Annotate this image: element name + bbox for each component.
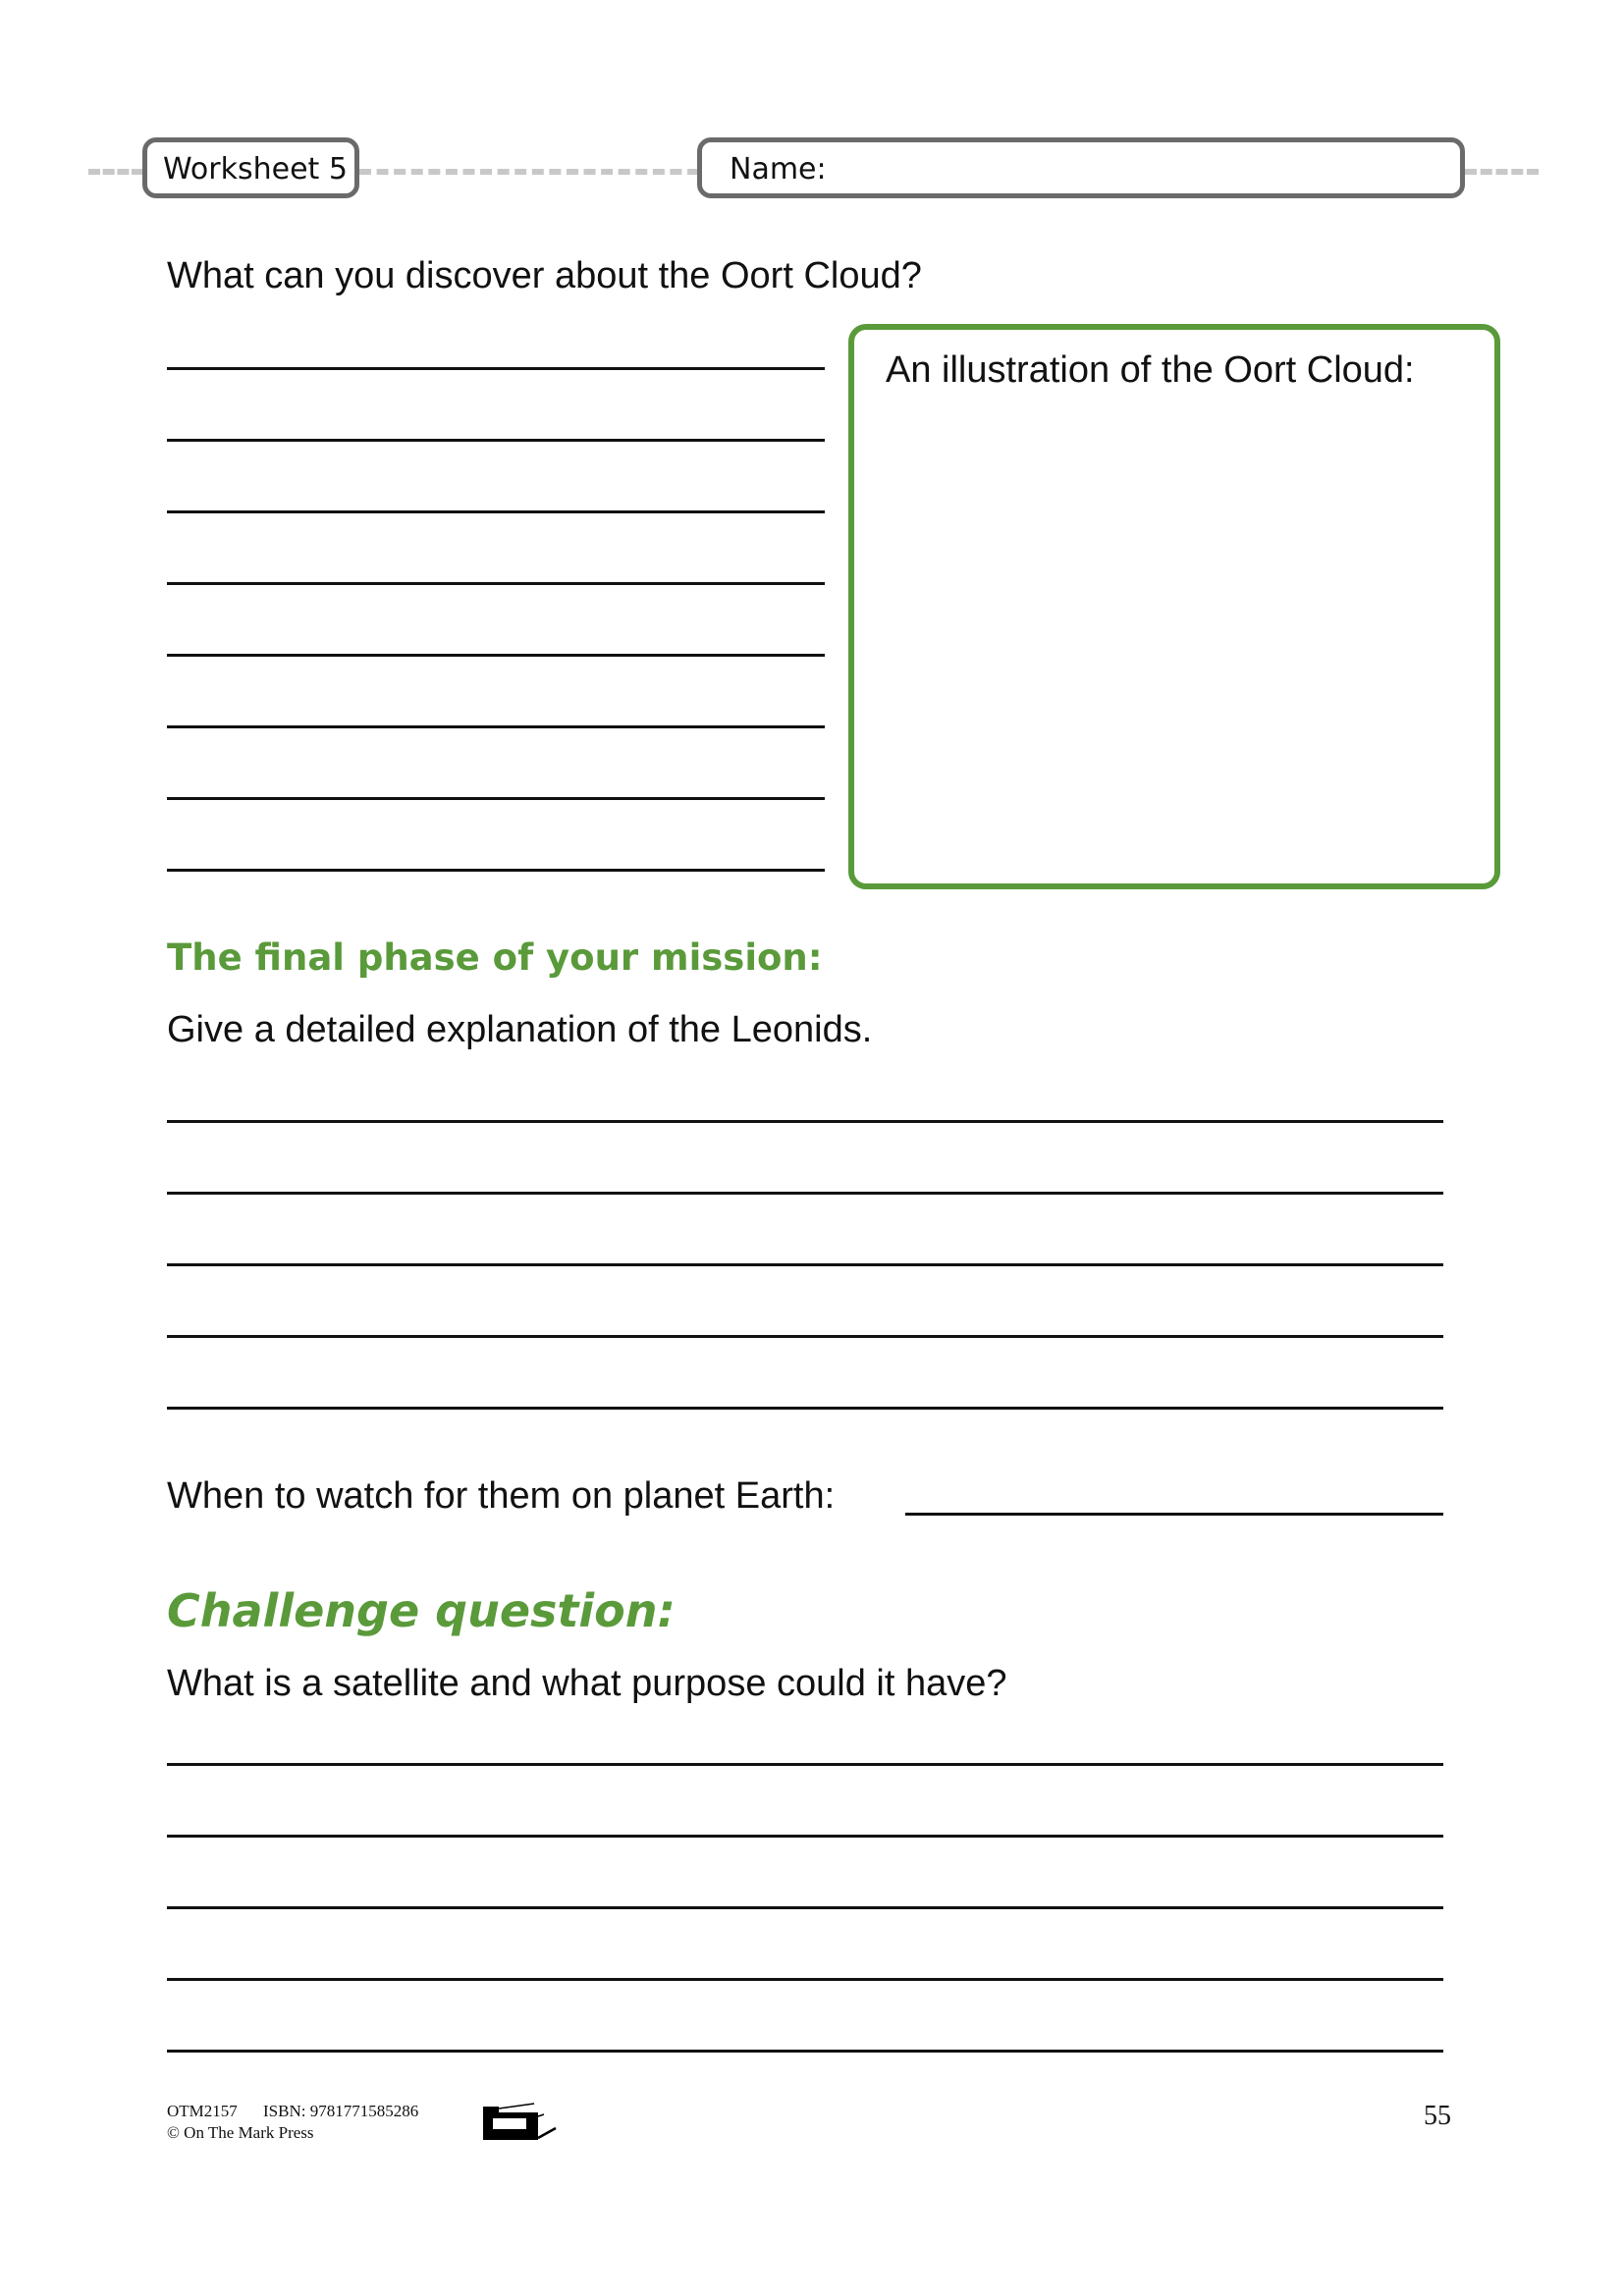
name-field[interactable] <box>697 137 1465 198</box>
footer-copyright: © On The Mark Press <box>167 2123 314 2142</box>
final-phase-heading: The final phase of your mission: <box>167 936 823 979</box>
oort-cloud-question: What can you discover about the Oort Cloud? <box>167 255 922 296</box>
answer-line[interactable] <box>167 1335 1443 1338</box>
header-dash-middle <box>359 169 699 175</box>
answer-line[interactable] <box>167 439 825 442</box>
challenge-heading: Challenge question: <box>167 1584 676 1637</box>
answer-line[interactable] <box>167 2050 1443 2053</box>
answer-line[interactable] <box>167 367 825 370</box>
when-to-watch-label: When to watch for them on planet Earth: <box>167 1475 836 1517</box>
answer-line[interactable] <box>167 869 825 872</box>
answer-line[interactable] <box>167 654 825 657</box>
worksheet-label-box <box>142 137 359 198</box>
header-dash-right <box>1465 169 1539 175</box>
when-to-watch-answer-line[interactable] <box>905 1513 1443 1516</box>
footer-isbn: ISBN: 9781771585286 <box>263 2102 419 2120</box>
leonids-prompt: Give a detailed explanation of the Leonids. <box>167 1009 873 1050</box>
photocopier-icon <box>481 2101 560 2142</box>
answer-line[interactable] <box>167 725 825 728</box>
footer-product-code: OTM2157 <box>167 2102 238 2120</box>
answer-line[interactable] <box>167 1906 1443 1909</box>
worksheet-label: Worksheet 5 <box>163 152 348 187</box>
header-dash-left <box>88 169 143 175</box>
answer-line[interactable] <box>167 582 825 585</box>
answer-line[interactable] <box>167 1763 1443 1766</box>
satellite-prompt: What is a satellite and what purpose could it have? <box>167 1663 1007 1704</box>
answer-line[interactable] <box>167 1835 1443 1838</box>
page-number: 55 <box>1424 2101 1451 2131</box>
illustration-box[interactable] <box>848 324 1500 889</box>
answer-line[interactable] <box>167 1192 1443 1195</box>
answer-line[interactable] <box>167 797 825 800</box>
illustration-label: An illustration of the Oort Cloud: <box>886 349 1415 391</box>
answer-line[interactable] <box>167 1978 1443 1981</box>
answer-line[interactable] <box>167 1407 1443 1410</box>
answer-line[interactable] <box>167 510 825 513</box>
answer-line[interactable] <box>167 1120 1443 1123</box>
answer-line[interactable] <box>167 1263 1443 1266</box>
name-label: Name: <box>730 152 827 187</box>
